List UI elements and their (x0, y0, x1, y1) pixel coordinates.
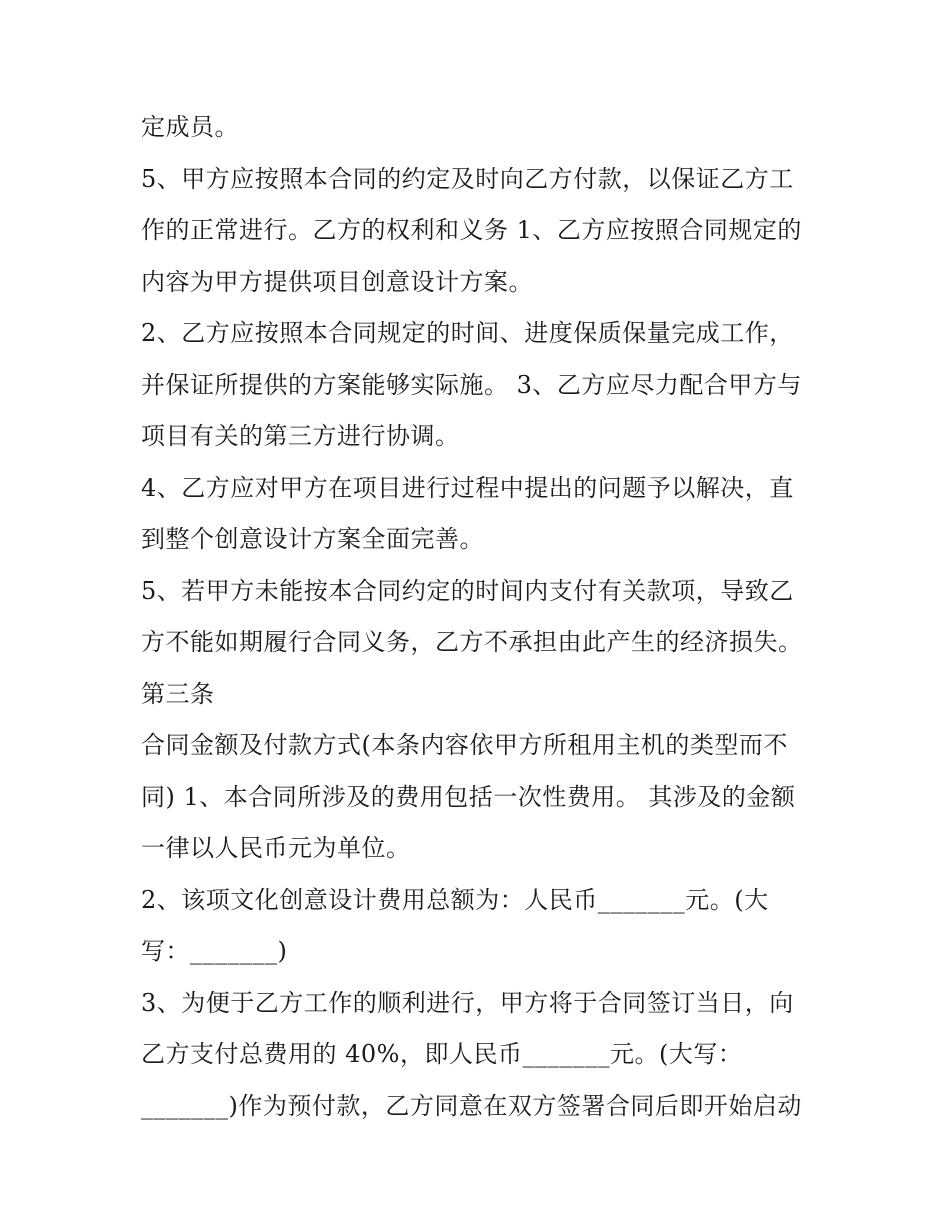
text-line: 项目有关的第三方进行协调。 (141, 422, 460, 450)
text-line: 并保证所提供的方案能够实际施。 3、乙方应尽力配合甲方与 (141, 370, 802, 399)
text-line: 同) 1、本合同所涉及的费用包括一次性费用。 其涉及的金额 (141, 782, 796, 811)
text-line: 4、乙方应对甲方在项目进行过程中提出的问题予以解决，直 (141, 473, 794, 502)
text-line: _______)作为预付款，乙方同意在双方签署合同后即开始启动 (141, 1091, 802, 1120)
document-body (141, 102, 811, 1132)
text-line: 一律以人民币元为单位。 (141, 834, 411, 862)
text-line: 2、乙方应按照本合同规定的时间、进度保质保量完成工作， (141, 319, 794, 347)
text-line: 乙方支付总费用的 40%，即人民币_______元。(大写： (141, 1040, 743, 1068)
section-heading: 第三条 (141, 679, 215, 708)
text-line: 2、该项文化创意设计费用总额为：人民币_______元。(大 (141, 885, 769, 914)
text-line: 定成员。 (141, 113, 239, 141)
text-line: 3、为便于乙方工作的顺利进行，甲方将于合同签订当日，向 (141, 988, 794, 1017)
text-line: 5、甲方应按照本合同的约定及时向乙方付款，以保证乙方工 (141, 164, 794, 193)
text-line: 到整个创意设计方案全面完善。 (141, 525, 484, 553)
text-line: 内容为甲方提供项目创意设计方案。 (141, 267, 533, 296)
text-line: 方不能如期履行合同义务，乙方不承担由此产生的经济损失。 (141, 628, 803, 656)
text-line: 作的正常进行。乙方的权利和义务 1、乙方应按照合同规定的 (141, 216, 802, 244)
text-line: 合同金额及付款方式(本条内容依甲方所租用主机的类型而不 (141, 731, 788, 759)
text-line: 写：_______) (141, 937, 288, 965)
text-line: 5、若甲方未能按本合同约定的时间内支付有关款项，导致乙 (141, 576, 794, 605)
